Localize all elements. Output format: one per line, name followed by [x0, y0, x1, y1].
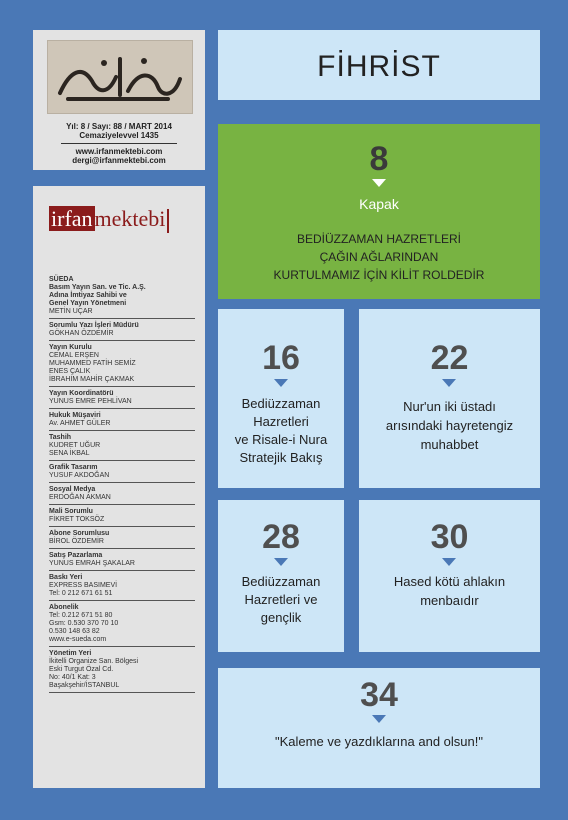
staff-role: Yayın Koordinatörü	[49, 390, 114, 397]
staff-role: Hukuk Müşaviri	[49, 412, 101, 419]
arrow-down-icon	[274, 379, 288, 387]
staff-group	[49, 484, 195, 505]
staff-name: METİN UÇAR	[49, 308, 93, 315]
entry-title: Bediüzzaman Hazretleri ve gençlik	[241, 574, 321, 625]
staff-group	[49, 320, 195, 341]
cover-label: Kapak	[359, 196, 399, 212]
staff-role: Mali Sorumlu	[49, 508, 93, 515]
staff-name: Av. AHMET GÜLER	[49, 420, 111, 427]
staff-name: FİKRET TOKSÖZ	[49, 516, 105, 523]
hijri-date: Cemaziyelevvel 1435	[79, 131, 159, 140]
email-link[interactable]: dergi@irfanmektebi.com	[72, 156, 166, 165]
page-number: 28	[262, 518, 300, 556]
toc-entry[interactable]	[218, 668, 540, 788]
staff-group	[49, 274, 195, 319]
staff-name: EXPRESS BASIMEVİ	[49, 582, 118, 589]
calligraphy-logo	[47, 40, 193, 114]
staff-name: Eski Turgut Özal Cd.	[49, 666, 114, 673]
staff-panel	[33, 186, 205, 788]
toc-entry[interactable]	[218, 309, 344, 488]
staff-group	[49, 648, 195, 693]
staff-name: YUNUS EMRAH ŞAKALAR	[49, 560, 135, 567]
featured-title: BEDİÜZZAMAN HAZRETLERİ ÇAĞIN AĞLARINDAN KURTULMAMIZ İÇİN KİLİT ROLDEDİR	[273, 232, 485, 282]
staff-list	[49, 274, 195, 694]
staff-name: BİROL ÖZDEMİR	[49, 538, 104, 545]
page-number: 22	[430, 339, 469, 377]
staff-name: Gsm: 0.530 370 70 10	[49, 620, 119, 627]
staff-group	[49, 410, 195, 431]
toc-entry[interactable]	[359, 309, 540, 488]
title-box	[218, 30, 540, 100]
staff-group	[49, 462, 195, 483]
staff-name: İBRAHİM MAHİR ÇAKMAK	[49, 376, 135, 383]
staff-group	[49, 388, 195, 409]
divider	[61, 143, 177, 144]
staff-name: No: 40/1 Kat: 3	[49, 674, 96, 681]
staff-name: ERDOĞAN AKMAN	[49, 494, 111, 501]
staff-group	[49, 602, 195, 647]
page-number: 30	[430, 518, 469, 556]
staff-name: Tel: 0 212 671 61 51	[49, 590, 113, 597]
staff-name: GÖKHAN ÖZDEMİR	[49, 330, 114, 337]
staff-name: YUNUS EMRE PEHLİVAN	[49, 398, 132, 405]
page-number: 16	[262, 339, 300, 377]
arrow-down-icon	[372, 715, 386, 723]
staff-name: YUSUF AKDOĞAN	[49, 472, 110, 479]
staff-role: Abone Sorumlusu	[49, 530, 110, 537]
arrow-down-icon	[274, 558, 288, 566]
staff-name: Tel: 0.212 671 51 80	[49, 612, 113, 619]
staff-role: Abonelik	[49, 604, 79, 611]
page-title: FİHRİST	[317, 50, 441, 83]
issue-line: Yıl: 8 / Sayı: 88 / MART 2014	[66, 122, 172, 131]
staff-group	[49, 572, 195, 601]
staff-name: CEMAL ERŞEN	[49, 352, 99, 359]
staff-name: www.e-sueda.com	[49, 636, 107, 643]
staff-role: Tashih	[49, 434, 72, 441]
toc-entry[interactable]	[359, 500, 540, 652]
entry-title: "Kaleme ve yazdıklarına and olsun!"	[275, 734, 483, 749]
staff-role: SÜEDA	[49, 276, 74, 283]
staff-name: İkitelli Organize San. Bölgesi	[49, 658, 139, 665]
staff-role: Sosyal Medya	[49, 486, 96, 493]
staff-name: Başakşehir/İSTANBUL	[49, 682, 120, 689]
staff-role: Satış Pazarlama	[49, 552, 103, 559]
staff-group	[49, 528, 195, 549]
staff-name: ENES ÇALIK	[49, 368, 91, 375]
featured-entry[interactable]	[218, 124, 540, 299]
staff-role: Adına İmtiyaz Sahibi ve	[49, 292, 127, 299]
entry-title: Hased kötü ahlakın menbaıdır	[393, 574, 506, 608]
irfanmektebi-logo: irfanmektebi	[49, 206, 169, 233]
staff-name: 0.530 148 63 82	[49, 628, 100, 635]
arrow-down-icon	[442, 379, 456, 387]
staff-group	[49, 342, 195, 387]
page-number: 8	[369, 140, 389, 178]
staff-role: Basım Yayın San. ve Tic. A.Ş.	[49, 284, 146, 291]
staff-group	[49, 550, 195, 571]
staff-group	[49, 432, 195, 461]
entry-title: Bediüzzaman Hazretleri ve Risale-i Nura Stratejik Bakış	[234, 396, 328, 465]
masthead-panel	[33, 30, 205, 170]
staff-role: Baskı Yeri	[49, 574, 83, 581]
staff-role: Grafik Tasarım	[49, 464, 98, 471]
arrow-down-icon	[372, 179, 386, 187]
staff-name: SENA İKBAL	[49, 450, 90, 457]
staff-role: Yönetim Yeri	[49, 650, 92, 657]
website-link[interactable]: www.irfanmektebi.com	[75, 147, 163, 156]
toc-entry[interactable]	[218, 500, 344, 652]
staff-name: MUHAMMED FATİH SEMİZ	[49, 360, 136, 367]
staff-role: Genel Yayın Yönetmeni	[49, 300, 127, 307]
page-number: 34	[360, 676, 398, 714]
staff-name: KUDRET UĞUR	[49, 442, 101, 449]
staff-role: Sorumlu Yazı İşleri Müdürü	[49, 322, 139, 329]
entry-title: Nur'un iki üstadı arısındaki hayretengiz muhabbet	[385, 399, 514, 452]
staff-role: Yayın Kurulu	[49, 344, 92, 351]
staff-group	[49, 506, 195, 527]
arrow-down-icon	[442, 558, 456, 566]
